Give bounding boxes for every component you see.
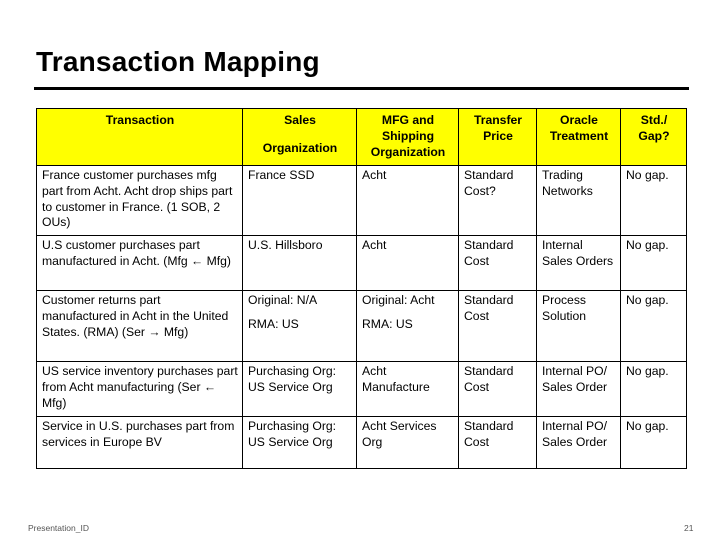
cell-transfer: Standard Cost <box>459 291 537 362</box>
cell-sales: Purchasing Org: US Service Org <box>243 362 357 417</box>
cell-mfg: Acht <box>357 166 459 236</box>
cell-transfer: Standard Cost <box>459 417 537 469</box>
cell-sales-original: Original: N/A <box>248 293 318 308</box>
cell-sales <box>243 291 357 362</box>
page-number: 21 <box>684 523 694 533</box>
cell-sales: Purchasing Org: US Service Org <box>243 417 357 469</box>
cell-sales-rma: RMA: US <box>248 316 299 331</box>
cell-mfg: Acht Manufacture <box>357 362 459 417</box>
cell-mfg-rma: RMA: US <box>362 316 413 331</box>
cell-std: No gap. <box>621 291 687 362</box>
cell-sales: U.S. Hillsboro <box>243 236 357 291</box>
header-transaction: Transaction <box>37 109 243 166</box>
header-std-gap: Std./ Gap? <box>621 109 687 166</box>
cell-transfer: Standard Cost? <box>459 166 537 236</box>
presentation-id: Presentation_ID <box>28 523 89 533</box>
cell-std: No gap. <box>621 417 687 469</box>
cell-mfg <box>357 291 459 362</box>
cell-mfg-original: Original: Acht <box>362 293 435 308</box>
cell-std: No gap. <box>621 362 687 417</box>
header-sales-line2: Organization <box>262 140 338 155</box>
header-sales-line1: Sales <box>284 113 316 127</box>
table-row <box>37 417 687 469</box>
header-transfer-price: Transfer Price <box>459 109 537 166</box>
cell-mfg: Acht Services Org <box>357 417 459 469</box>
table-row <box>37 291 687 362</box>
cell-sales: France SSD <box>243 166 357 236</box>
cell-mfg: Acht <box>357 236 459 291</box>
cell-oracle: Internal PO/ Sales Order <box>537 417 621 469</box>
title-underline <box>34 87 689 90</box>
table-header-row <box>37 109 687 166</box>
cell-transaction: US service inventory purchases part from Acht manufacturing (Ser ← Mfg) <box>37 362 243 417</box>
cell-std: No gap. <box>621 236 687 291</box>
cell-oracle: Process Solution <box>537 291 621 362</box>
header-mfg-shipping: MFG and Shipping Organization <box>357 109 459 166</box>
cell-transfer: Standard Cost <box>459 362 537 417</box>
table-row <box>37 236 687 291</box>
cell-oracle: Trading Networks <box>537 166 621 236</box>
cell-oracle: Internal PO/ Sales Order <box>537 362 621 417</box>
header-sales-organization <box>243 109 357 166</box>
page-title: Transaction Mapping <box>36 46 320 77</box>
cell-transaction: Service in U.S. purchases part from services in Europe BV <box>37 417 243 469</box>
header-oracle-treatment: Oracle Treatment <box>537 109 621 166</box>
transaction-mapping-table <box>36 108 687 469</box>
cell-std: No gap. <box>621 166 687 236</box>
cell-transaction: U.S customer purchases part manufactured in Acht. (Mfg ← Mfg) <box>37 236 243 291</box>
cell-transaction: Customer returns part manufactured in Acht in the United States. (RMA) (Ser → Mfg) <box>37 291 243 362</box>
table-row <box>37 362 687 417</box>
table-row <box>37 166 687 236</box>
cell-transfer: Standard Cost <box>459 236 537 291</box>
cell-transaction: France customer purchases mfg part from Acht. Acht drop ships part to customer in France. (1 SOB, 2 OUs) <box>37 166 243 236</box>
cell-oracle: Internal Sales Orders <box>537 236 621 291</box>
